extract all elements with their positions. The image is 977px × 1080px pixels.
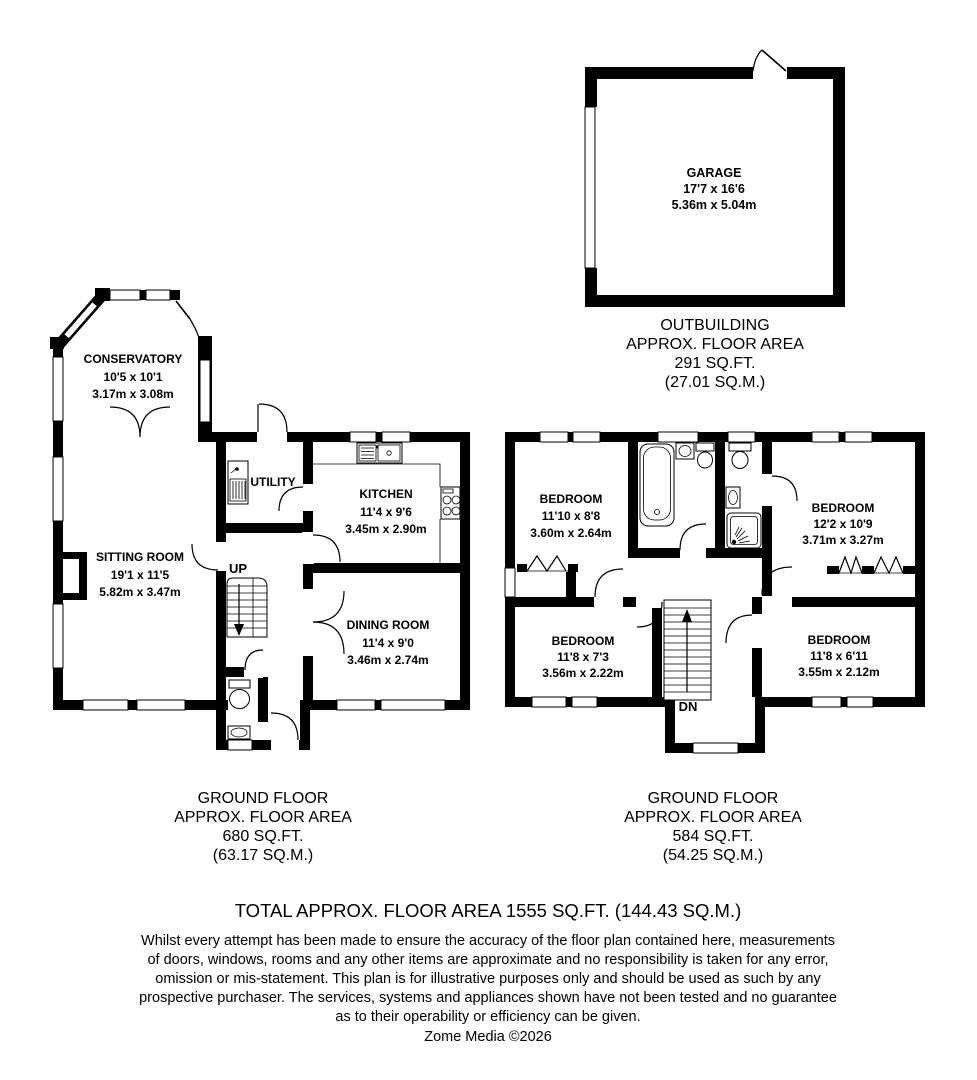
garage-entry-door-leaf (762, 50, 786, 71)
room-dims-bedroom4-imperial: 11'8 x 6'11 (810, 649, 868, 663)
kitchen-door-arc (313, 535, 340, 562)
kitchen-sink (357, 443, 402, 463)
ground-caption-line3: 680 SQ.FT. (222, 828, 304, 845)
disclaimer-line-2: of doors, windows, rooms and any other items are approximate and no responsibility is taken for any error, (147, 952, 829, 968)
shower-room-door-arc (772, 476, 797, 501)
conservatory-bay-window (67, 304, 95, 336)
room-dims-bedroom4-metric: 3.55m x 2.12m (798, 665, 880, 679)
room-dims-sitting-metric: 5.82m x 3.47m (99, 585, 181, 599)
bedroom2-wardrobe (827, 557, 915, 574)
window (812, 697, 841, 707)
first-caption-line2: APPROX. FLOOR AREA (624, 809, 802, 826)
room-dims-bedroom2-imperial: 12'2 x 10'9 (813, 517, 873, 531)
window (573, 432, 600, 442)
window (228, 740, 252, 750)
bedroom1-wardrobe (517, 556, 578, 572)
room-label-dining: DINING ROOM (346, 618, 430, 632)
bath (640, 444, 674, 526)
outbuilding-caption (626, 317, 804, 391)
outbuilding-caption-line3: 291 SQ.FT. (674, 355, 756, 372)
disclaimer-line-1: Whilst every attempt has been made to ensure the accuracy of the floor plan contained here, measurements (141, 933, 835, 949)
first-floor-plan (505, 432, 925, 753)
garage-room-label: GARAGE (686, 166, 742, 180)
first-caption-line1: GROUND FLOOR (647, 790, 779, 807)
first-floor-caption (624, 790, 802, 864)
ground-caption-line1: GROUND FLOOR (197, 790, 329, 807)
outbuilding-caption-line1: OUTBUILDING (660, 317, 770, 334)
window (382, 432, 410, 442)
window (572, 697, 597, 707)
room-label-bedroom2: BEDROOM (811, 501, 875, 515)
disclaimer-line-4: prospective purchaser. The services, systems and appliances shown have not been tested and no guarantee (139, 990, 837, 1006)
window (532, 697, 566, 707)
window (728, 432, 755, 442)
front-door-arc (271, 713, 298, 740)
window (540, 432, 568, 442)
room-dims-dining-imperial: 11'4 x 9'0 (362, 636, 414, 650)
window (658, 432, 698, 442)
garage-dims-metric: 5.36m x 5.04m (671, 198, 757, 212)
shower (727, 513, 761, 548)
room-label-utility: UTILITY (250, 475, 296, 489)
conservatory-door-leaf (176, 301, 190, 319)
disclaimer-line-3: omission or mis-statement. This plan is for illustrative purposes only and should be used as such by any (155, 971, 821, 987)
window (53, 457, 63, 521)
window (847, 697, 873, 707)
garage-plan (585, 50, 845, 307)
room-dims-bedroom2-metric: 3.71m x 3.27m (802, 533, 884, 547)
window (350, 432, 376, 442)
stairs-up (227, 578, 267, 637)
window (505, 568, 515, 597)
room-label-conservatory: CONSERVATORY (83, 352, 183, 366)
garage-door-panel (585, 107, 595, 268)
dining-door-arc (313, 622, 344, 654)
room-label-kitchen: KITCHEN (359, 487, 413, 501)
back-door-arc (259, 404, 287, 432)
ground-caption-line4: (63.17 SQ.M.) (212, 847, 314, 864)
utility-door-arc (279, 487, 303, 511)
window (83, 700, 128, 710)
outbuilding-caption-line2: APPROX. FLOOR AREA (626, 336, 804, 353)
window (53, 604, 63, 668)
wc-toilet (229, 680, 250, 709)
wc-basin (228, 726, 250, 739)
window (381, 700, 445, 710)
room-label-bedroom4: BEDROOM (807, 633, 871, 647)
window (693, 743, 738, 753)
room-label-sitting-room: SITTING ROOM (96, 550, 184, 564)
room-dims-kitchen-imperial: 11'4 x 9'6 (360, 505, 412, 519)
garage-entry-door-arc (753, 50, 762, 71)
first-caption-line4: (54.25 SQ.M.) (662, 847, 764, 864)
window (200, 360, 210, 422)
utility-sink-unit (228, 461, 248, 504)
bedroom4-door-arc (726, 615, 752, 643)
room-dims-bedroom1-metric: 3.60m x 2.64m (530, 526, 612, 540)
dining-door-arc (313, 591, 344, 622)
shower-room-basin (726, 487, 740, 508)
outbuilding-caption-line4: (27.01 SQ.M.) (664, 374, 766, 391)
credit-line: Zome Media ©2026 (424, 1029, 552, 1045)
stairs-up-label: UP (228, 561, 248, 576)
ground-floor-caption (174, 790, 352, 864)
room-dims-bedroom1-imperial: 11'10 x 8'8 (541, 509, 601, 523)
ground-caption-line2: APPROX. FLOOR AREA (174, 809, 352, 826)
room-dims-sitting-imperial: 19'1 x 11'5 (110, 568, 170, 582)
window (337, 700, 375, 710)
window (110, 290, 140, 300)
window (146, 290, 170, 300)
room-dims-conservatory-imperial: 10'5 x 10'1 (103, 370, 163, 384)
bathroom-door-arc (680, 524, 706, 550)
first-caption-line3: 584 SQ.FT. (672, 828, 754, 845)
disclaimer-line-5: as to their operability or efficiency can be given. (335, 1009, 641, 1025)
bathroom-toilet (696, 443, 714, 468)
garage-dims-imperial: 17'7 x 16'6 (683, 182, 745, 196)
window (137, 700, 185, 710)
footer (139, 900, 837, 1045)
bathroom-basin (676, 443, 694, 459)
room-dims-bedroom3-metric: 3.56m x 2.22m (542, 666, 624, 680)
room-dims-dining-metric: 3.46m x 2.74m (347, 653, 429, 667)
window (53, 357, 63, 421)
window (812, 432, 839, 442)
total-floor-area: TOTAL APPROX. FLOOR AREA 1555 SQ.FT. (144.43 SQ.M.) (234, 900, 742, 921)
stairs-down-label: DN (678, 699, 698, 714)
ground-floor-plan (50, 288, 470, 751)
room-label-bedroom1: BEDROOM (539, 492, 603, 506)
room-dims-kitchen-metric: 3.45m x 2.90m (345, 522, 427, 536)
room-label-bedroom3: BEDROOM (551, 634, 615, 648)
hob (441, 487, 460, 519)
shower-room-toilet (729, 443, 751, 469)
window (845, 432, 872, 442)
bedroom1-door-arc (595, 569, 623, 597)
room-dims-conservatory-metric: 3.17m x 3.08m (92, 387, 174, 401)
room-dims-bedroom3-imperial: 11'8 x 7'3 (557, 650, 609, 664)
sitting-room-door-arc (192, 544, 218, 570)
stairs-down (664, 600, 711, 700)
